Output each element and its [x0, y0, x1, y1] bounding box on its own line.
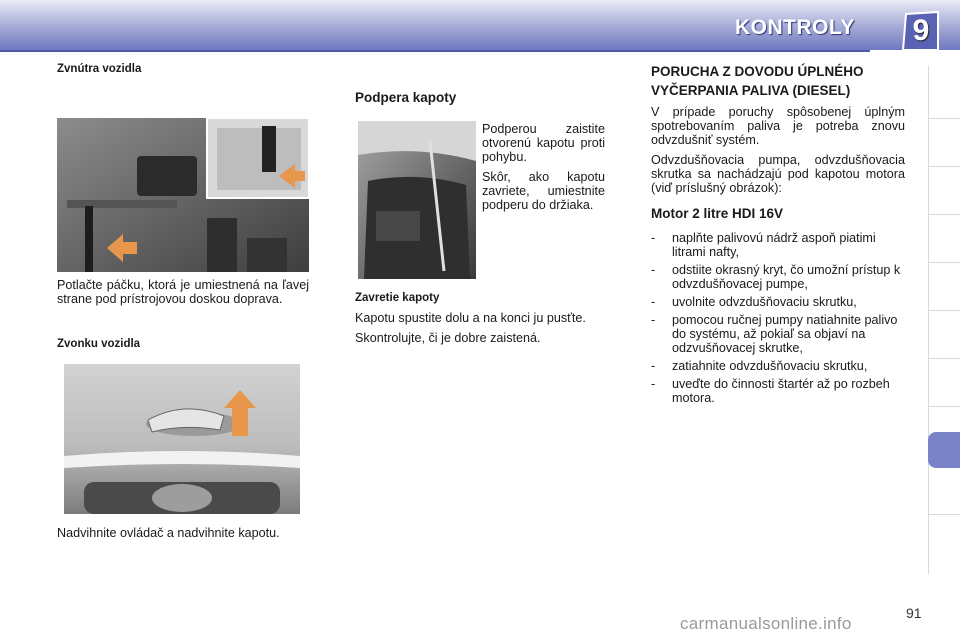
list-item: - zatiahnite odvzdušňovaciu skrutku,	[651, 359, 905, 373]
active-chapter-tab[interactable]	[928, 432, 960, 468]
left-column	[57, 62, 309, 76]
list-item: - naplňte palivovú nádrž aspoň piatimi litrami nafty,	[651, 231, 905, 259]
prop-heading: Podpera kapoty	[355, 90, 457, 105]
outside-heading: Zvonku vozidla	[57, 338, 141, 350]
closing-instruction-2: Skontrolujte, či je dobre zaistená.	[355, 331, 541, 345]
photo-inside-lever	[57, 118, 309, 272]
list-item: - uvolnite odvzdušňovaciu skrutku,	[651, 295, 905, 309]
photo-outside-handle	[64, 364, 300, 514]
list-item: - odstiite okrasný kryt, čo umožní prístup k odvzdušňovacej pumpe,	[651, 263, 905, 291]
chapter-tabs	[928, 66, 960, 574]
tab-divider	[929, 514, 960, 515]
fuel-failure-text-1: V prípade poruchy spôsobenej úplným spotrebovaním paliva je potreba znovu odvzdušniť systém.	[651, 105, 905, 147]
watermark: carmanualsonline.info	[680, 614, 852, 633]
outside-heading-block	[57, 337, 309, 351]
tab-divider	[929, 166, 960, 167]
inside-text-block	[57, 278, 309, 312]
chapter-badge	[900, 10, 942, 52]
prop-instruction-2: Skôr, ako kapotu zavriete, umiestnite podperu do držiaka.	[482, 170, 605, 212]
list-item: - pomocou ručnej pumpy natiahnite palivo do systému, až pokiaľ sa objaví na odzvušňovacej skrutke,	[651, 313, 905, 355]
page-number: 91	[906, 605, 922, 621]
tab-divider	[929, 118, 960, 119]
chapter-number: 9	[912, 14, 930, 47]
right-column	[651, 62, 905, 409]
closing-heading: Zavretie kapoty	[355, 292, 440, 304]
tab-divider	[929, 310, 960, 311]
fuel-failure-text-2: Odvzdušňovacia pumpa, odvzdušňovacia skrutka sa nachádzajú pod kapotou motora (viď príslušný obrázok):	[651, 153, 905, 195]
prop-instruction-1: Podperou zaistite otvorenú kapotu proti pohybu.	[482, 122, 605, 164]
outside-instruction: Nadvihnite ovládač a nadvihnite kapotu.	[57, 526, 280, 540]
prop-heading-block	[355, 91, 605, 105]
closing-instruction-1: Kapotu spustite dolu a na konci ju pusťte.	[355, 311, 586, 325]
engine-heading: Motor 2 litre HDI 16V	[651, 206, 784, 221]
closing-block	[355, 291, 605, 351]
photo-bonnet-prop	[358, 121, 476, 279]
bleed-steps-list	[651, 231, 905, 405]
list-item: - uveďte do činnosti štartér až po rozbeh motora.	[651, 377, 905, 405]
tab-divider	[929, 358, 960, 359]
fuel-failure-heading: PORUCHA Z DOVODU ÚPLNÉHO VYČERPANIA PALIVA (DIESEL)	[651, 64, 864, 98]
inside-heading: Zvnútra vozidla	[57, 63, 142, 75]
tab-divider	[929, 262, 960, 263]
inside-instruction: Potlačte páčku, ktorá je umiestnená na ľavej strane pod prístrojovou doskou doprava.	[57, 278, 309, 306]
tab-divider	[929, 406, 960, 407]
outside-text-block	[57, 526, 309, 546]
tab-divider	[929, 214, 960, 215]
header-divider	[0, 50, 870, 52]
prop-text-block	[482, 122, 605, 218]
page-title: KONTROLY	[735, 16, 855, 39]
